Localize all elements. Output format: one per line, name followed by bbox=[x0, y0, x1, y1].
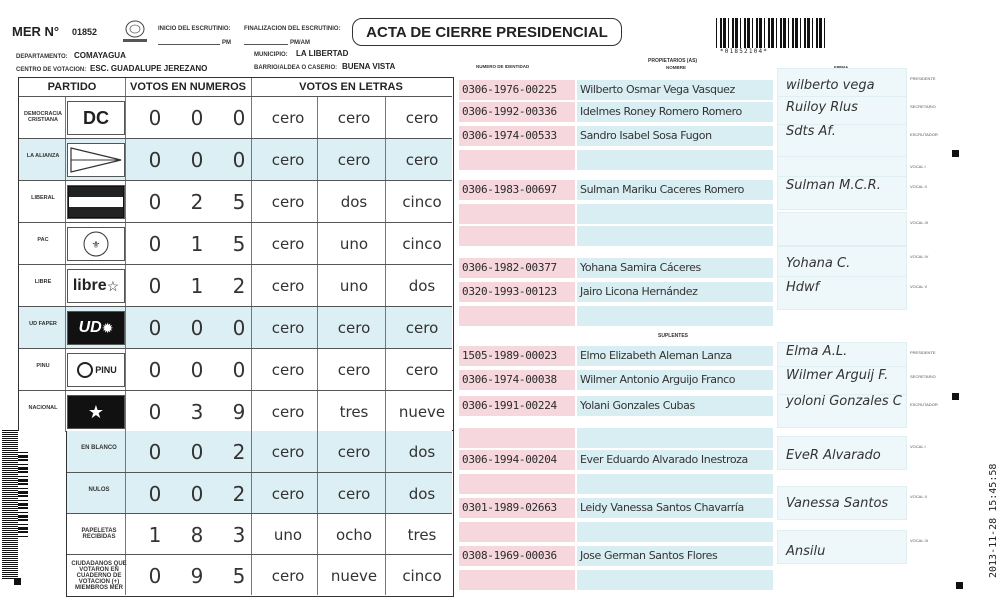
party-logo-icon: DC bbox=[67, 101, 125, 135]
vote-word: cero bbox=[405, 361, 439, 379]
document-title: ACTA DE CIERRE PRESIDENCIAL bbox=[352, 18, 622, 46]
inicio-pm: PM bbox=[222, 40, 231, 46]
mer-label: MER N° bbox=[12, 24, 60, 39]
id-field bbox=[459, 570, 575, 590]
total-word: cero bbox=[271, 567, 305, 585]
col-propietarios-label: PROPIETARIOS (AS) bbox=[648, 58, 698, 64]
total-digit: 0 bbox=[148, 564, 162, 588]
id-field bbox=[459, 474, 575, 494]
vote-word: dos bbox=[408, 277, 436, 295]
vote-digit: 0 bbox=[232, 148, 246, 172]
vote-word: cero bbox=[271, 361, 305, 379]
party-name: LIBERAL bbox=[31, 195, 55, 201]
id-field bbox=[459, 306, 575, 326]
totals-row bbox=[67, 472, 452, 513]
role-label: ESCRUTADOR bbox=[910, 402, 938, 407]
total-digit: 2 bbox=[232, 482, 246, 506]
vote-digit: 0 bbox=[232, 316, 246, 340]
role-label: VOCAL III bbox=[910, 538, 928, 543]
vote-word: tres bbox=[339, 403, 369, 421]
party-row bbox=[19, 348, 452, 390]
name-field bbox=[577, 306, 773, 326]
totals-row bbox=[67, 513, 452, 554]
vote-word: cero bbox=[337, 319, 371, 337]
member-signature: Sdts Af. bbox=[786, 124, 836, 139]
member-name: Elmo Elizabeth Aleman Lanza bbox=[580, 349, 732, 362]
totals-label: EN BLANCO bbox=[81, 445, 117, 451]
name-field bbox=[577, 428, 773, 448]
vote-digit: 1 bbox=[190, 274, 204, 298]
role-label: VOCAL IV bbox=[910, 254, 929, 259]
vote-digit: 1 bbox=[190, 232, 204, 256]
total-digit: 3 bbox=[232, 523, 246, 547]
barcode-icon bbox=[716, 18, 828, 48]
member-id: 0306-1982-00377 bbox=[462, 261, 557, 274]
party-row bbox=[19, 180, 452, 222]
party-logo-icon: PINU bbox=[67, 353, 125, 387]
party-name: DEMOCRACIA CRISTIANA bbox=[24, 111, 62, 123]
vote-word: dos bbox=[340, 193, 368, 211]
member-signature: Ansilu bbox=[786, 544, 826, 559]
vote-word: cero bbox=[337, 151, 371, 169]
vote-word: cero bbox=[271, 403, 305, 421]
municipio-label: MUNICIPIO: bbox=[254, 52, 288, 58]
total-digit: 0 bbox=[190, 482, 204, 506]
party-name: NACIONAL bbox=[28, 405, 58, 411]
role-label: SECRETARIO bbox=[910, 374, 936, 379]
total-word: cero bbox=[337, 443, 371, 461]
vote-word: cero bbox=[337, 361, 371, 379]
id-field bbox=[459, 204, 575, 224]
role-label: ESCRUTADOR bbox=[910, 132, 938, 137]
party-row bbox=[19, 222, 452, 264]
total-word: nueve bbox=[330, 567, 378, 585]
total-digit: 0 bbox=[190, 440, 204, 464]
vote-word: cero bbox=[271, 277, 305, 295]
party-logo-icon: UD ✹ bbox=[67, 311, 125, 345]
member-id: 0308-1969-00036 bbox=[462, 549, 557, 562]
party-logo-icon: ★ bbox=[67, 395, 125, 429]
role-label: VOCAL I bbox=[910, 164, 926, 169]
member-signature: Sulman M.C.R. bbox=[786, 178, 881, 193]
vote-digit: 0 bbox=[148, 274, 162, 298]
name-field bbox=[577, 150, 773, 170]
vote-word: cero bbox=[271, 319, 305, 337]
total-word: cinco bbox=[402, 567, 442, 585]
vote-word: cero bbox=[271, 109, 305, 127]
vote-digit: 0 bbox=[148, 148, 162, 172]
vote-digit: 5 bbox=[232, 232, 246, 256]
departamento-label: DEPARTAMENTO: bbox=[16, 54, 68, 60]
registration-mark bbox=[956, 582, 963, 589]
party-row bbox=[19, 390, 452, 432]
vote-digit: 5 bbox=[232, 190, 246, 214]
total-word: dos bbox=[408, 443, 436, 461]
party-row bbox=[19, 138, 452, 180]
name-field bbox=[577, 226, 773, 246]
member-signature: Yohana C. bbox=[786, 256, 851, 271]
col-letras: VOTOS EN LETRAS bbox=[299, 81, 403, 93]
party-name: LA ALIANZA bbox=[26, 153, 60, 159]
vote-digit: 2 bbox=[190, 190, 204, 214]
total-word: ocho bbox=[335, 526, 373, 544]
totals-label: CIUDADANOS QUE VOTARON EN CUADERNO DE VOTACION (+) MIEMBROS MER bbox=[71, 561, 127, 591]
total-digit: 2 bbox=[232, 440, 246, 464]
barcode-number: *01852104* bbox=[720, 48, 769, 55]
total-digit: 8 bbox=[190, 523, 204, 547]
member-id: 0306-1994-00204 bbox=[462, 453, 557, 466]
party-name: PINU bbox=[36, 363, 50, 369]
party-name: UD FAPER bbox=[29, 321, 57, 327]
totals-table bbox=[66, 431, 454, 597]
total-word: uno bbox=[273, 526, 303, 544]
member-id: 0320-1993-00123 bbox=[462, 285, 557, 298]
registration-mark bbox=[952, 150, 959, 157]
member-signature: Elma A.L. bbox=[786, 344, 848, 359]
member-signature: Ruiloy Rlus bbox=[786, 100, 858, 115]
municipio-value: LA LIBERTAD bbox=[296, 49, 349, 58]
suplentes-label: SUPLENTES bbox=[658, 333, 689, 339]
member-signature: Vanessa Santos bbox=[786, 496, 889, 511]
total-digit: 0 bbox=[148, 440, 162, 464]
vote-digit: 0 bbox=[190, 148, 204, 172]
mer-number: 01852 bbox=[72, 27, 98, 37]
member-name: Ever Eduardo Alvarado Inestroza bbox=[580, 453, 748, 466]
member-id: 0306-1974-00533 bbox=[462, 129, 557, 142]
vote-word: cinco bbox=[402, 193, 442, 211]
role-label: PRESIDENTE bbox=[910, 350, 936, 355]
vote-word: cero bbox=[405, 151, 439, 169]
inicio-label: INICIO DEL ESCRUTINIO: bbox=[158, 26, 231, 32]
member-id: 0301-1989-02663 bbox=[462, 501, 557, 514]
member-name: Wilberto Osmar Vega Vasquez bbox=[580, 83, 735, 96]
totals-label: NULOS bbox=[88, 487, 110, 493]
member-name: Wilmer Antonio Arguijo Franco bbox=[580, 373, 736, 386]
side-barcode-small-icon bbox=[18, 452, 28, 538]
col-numeros: VOTOS EN NUMEROS bbox=[130, 81, 246, 93]
id-field bbox=[459, 150, 575, 170]
party-logo-icon bbox=[67, 185, 125, 219]
member-name: Sandro Isabel Sosa Fugon bbox=[580, 129, 712, 142]
member-id: 0306-1991-00224 bbox=[462, 399, 557, 412]
vote-digit: 0 bbox=[232, 358, 246, 382]
vote-word: cero bbox=[271, 235, 305, 253]
id-field bbox=[459, 428, 575, 448]
id-field bbox=[459, 522, 575, 542]
member-id: 0306-1983-00697 bbox=[462, 183, 557, 196]
vote-word: cero bbox=[271, 151, 305, 169]
totals-row bbox=[67, 431, 452, 472]
scan-timestamp: 2013-11-28 15:45:58 bbox=[988, 463, 999, 578]
table-header-row bbox=[19, 78, 452, 96]
party-row bbox=[19, 306, 452, 348]
vote-digit: 0 bbox=[148, 232, 162, 256]
name-field bbox=[577, 204, 773, 224]
vote-digit: 0 bbox=[190, 316, 204, 340]
id-field bbox=[459, 226, 575, 246]
name-field bbox=[577, 522, 773, 542]
role-label: VOCAL II bbox=[910, 494, 927, 499]
member-name: Leidy Vanessa Santos Chavarría bbox=[580, 501, 744, 514]
vote-digit: 3 bbox=[190, 400, 204, 424]
totals-label: PAPELETAS RECIBIDAS bbox=[81, 528, 117, 540]
party-name: LIBRE bbox=[34, 279, 52, 285]
seal-icon bbox=[120, 18, 150, 44]
party-row bbox=[19, 96, 452, 138]
vote-digit: 0 bbox=[148, 358, 162, 382]
total-word: dos bbox=[408, 485, 436, 503]
vote-digit: 2 bbox=[232, 274, 246, 298]
role-label: VOCAL II bbox=[910, 184, 927, 189]
party-logo-icon bbox=[67, 227, 125, 261]
final-label: FINALIZACION DEL ESCRUTINIO: bbox=[244, 26, 341, 32]
party-logo-icon bbox=[67, 143, 125, 177]
vote-word: uno bbox=[339, 277, 369, 295]
vote-word: cinco bbox=[402, 235, 442, 253]
vote-digit: 0 bbox=[190, 106, 204, 130]
member-id: 0306-1976-00225 bbox=[462, 83, 557, 96]
vote-word: uno bbox=[339, 235, 369, 253]
member-id: 1505-1989-00023 bbox=[462, 349, 557, 362]
departamento-value: COMAYAGUA bbox=[74, 51, 126, 60]
final-pmam: PM/AM bbox=[290, 40, 310, 46]
barrio-value: BUENA VISTA bbox=[342, 62, 396, 71]
member-name: Sulman Mariku Caceres Romero bbox=[580, 183, 744, 196]
centro-label: CENTRO DE VOTACION: bbox=[16, 67, 87, 73]
svg-text:⚜: ⚜ bbox=[91, 240, 101, 251]
vote-digit: 9 bbox=[232, 400, 246, 424]
member-id: 0306-1974-00038 bbox=[462, 373, 557, 386]
member-signature: Hdwf bbox=[786, 280, 820, 295]
member-signature: EveR Alvarado bbox=[786, 448, 881, 463]
member-signature: yoloni Gonzales C bbox=[786, 394, 902, 409]
vote-digit: 0 bbox=[148, 316, 162, 340]
col-id-label: NUMERO DE IDENTIDAD bbox=[476, 64, 530, 69]
member-signature: Wilmer Arguij F. bbox=[786, 368, 889, 383]
vote-word: cero bbox=[271, 193, 305, 211]
total-digit: 5 bbox=[232, 564, 246, 588]
total-word: cero bbox=[271, 485, 305, 503]
total-word: tres bbox=[407, 526, 437, 544]
member-name: Jairo Licona Hernández bbox=[580, 285, 698, 298]
member-name: Idelmes Roney Romero Romero bbox=[580, 105, 742, 118]
vote-word: cero bbox=[337, 109, 371, 127]
vote-word: cero bbox=[405, 319, 439, 337]
member-name: Yolani Gonzales Cubas bbox=[580, 399, 695, 412]
member-name: Yohana Samira Cáceres bbox=[580, 261, 701, 274]
vote-word: cero bbox=[405, 109, 439, 127]
vote-digit: 0 bbox=[148, 106, 162, 130]
role-label: VOCAL III bbox=[910, 220, 928, 225]
party-logo-icon: libre ☆ bbox=[67, 269, 125, 303]
party-row bbox=[19, 264, 452, 306]
total-digit: 9 bbox=[190, 564, 204, 588]
total-digit: 0 bbox=[148, 482, 162, 506]
party-name: PAC bbox=[37, 237, 49, 243]
vote-digit: 0 bbox=[232, 106, 246, 130]
total-word: cero bbox=[271, 443, 305, 461]
registration-mark bbox=[14, 578, 21, 585]
col-partido: PARTIDO bbox=[47, 81, 97, 93]
side-barcode-icon bbox=[2, 430, 18, 580]
member-id: 0306-1992-00336 bbox=[462, 105, 557, 118]
total-digit: 1 bbox=[148, 523, 162, 547]
col-nombre-label: NOMBRE bbox=[666, 65, 686, 70]
member-signature: wilberto vega bbox=[786, 78, 875, 93]
votes-table bbox=[18, 77, 454, 431]
name-field bbox=[577, 474, 773, 494]
signature-box bbox=[777, 212, 907, 246]
member-name: Jose German Santos Flores bbox=[580, 549, 718, 562]
total-word: cero bbox=[337, 485, 371, 503]
name-field bbox=[577, 570, 773, 590]
role-label: VOCAL I bbox=[910, 444, 926, 449]
role-label: VOCAL V bbox=[910, 284, 928, 289]
role-label: PRESIDENTE bbox=[910, 76, 936, 81]
vote-word: nueve bbox=[398, 403, 446, 421]
registration-mark bbox=[952, 393, 959, 400]
totals-row bbox=[67, 554, 452, 595]
vote-digit: 0 bbox=[190, 358, 204, 382]
centro-value: ESC. GUADALUPE JEREZANO bbox=[90, 64, 208, 73]
vote-digit: 0 bbox=[148, 400, 162, 424]
vote-digit: 0 bbox=[148, 190, 162, 214]
role-label: SECRETARIO bbox=[910, 104, 936, 109]
barrio-label: BARRIO/ALDEA O CASERIO: bbox=[254, 65, 338, 71]
